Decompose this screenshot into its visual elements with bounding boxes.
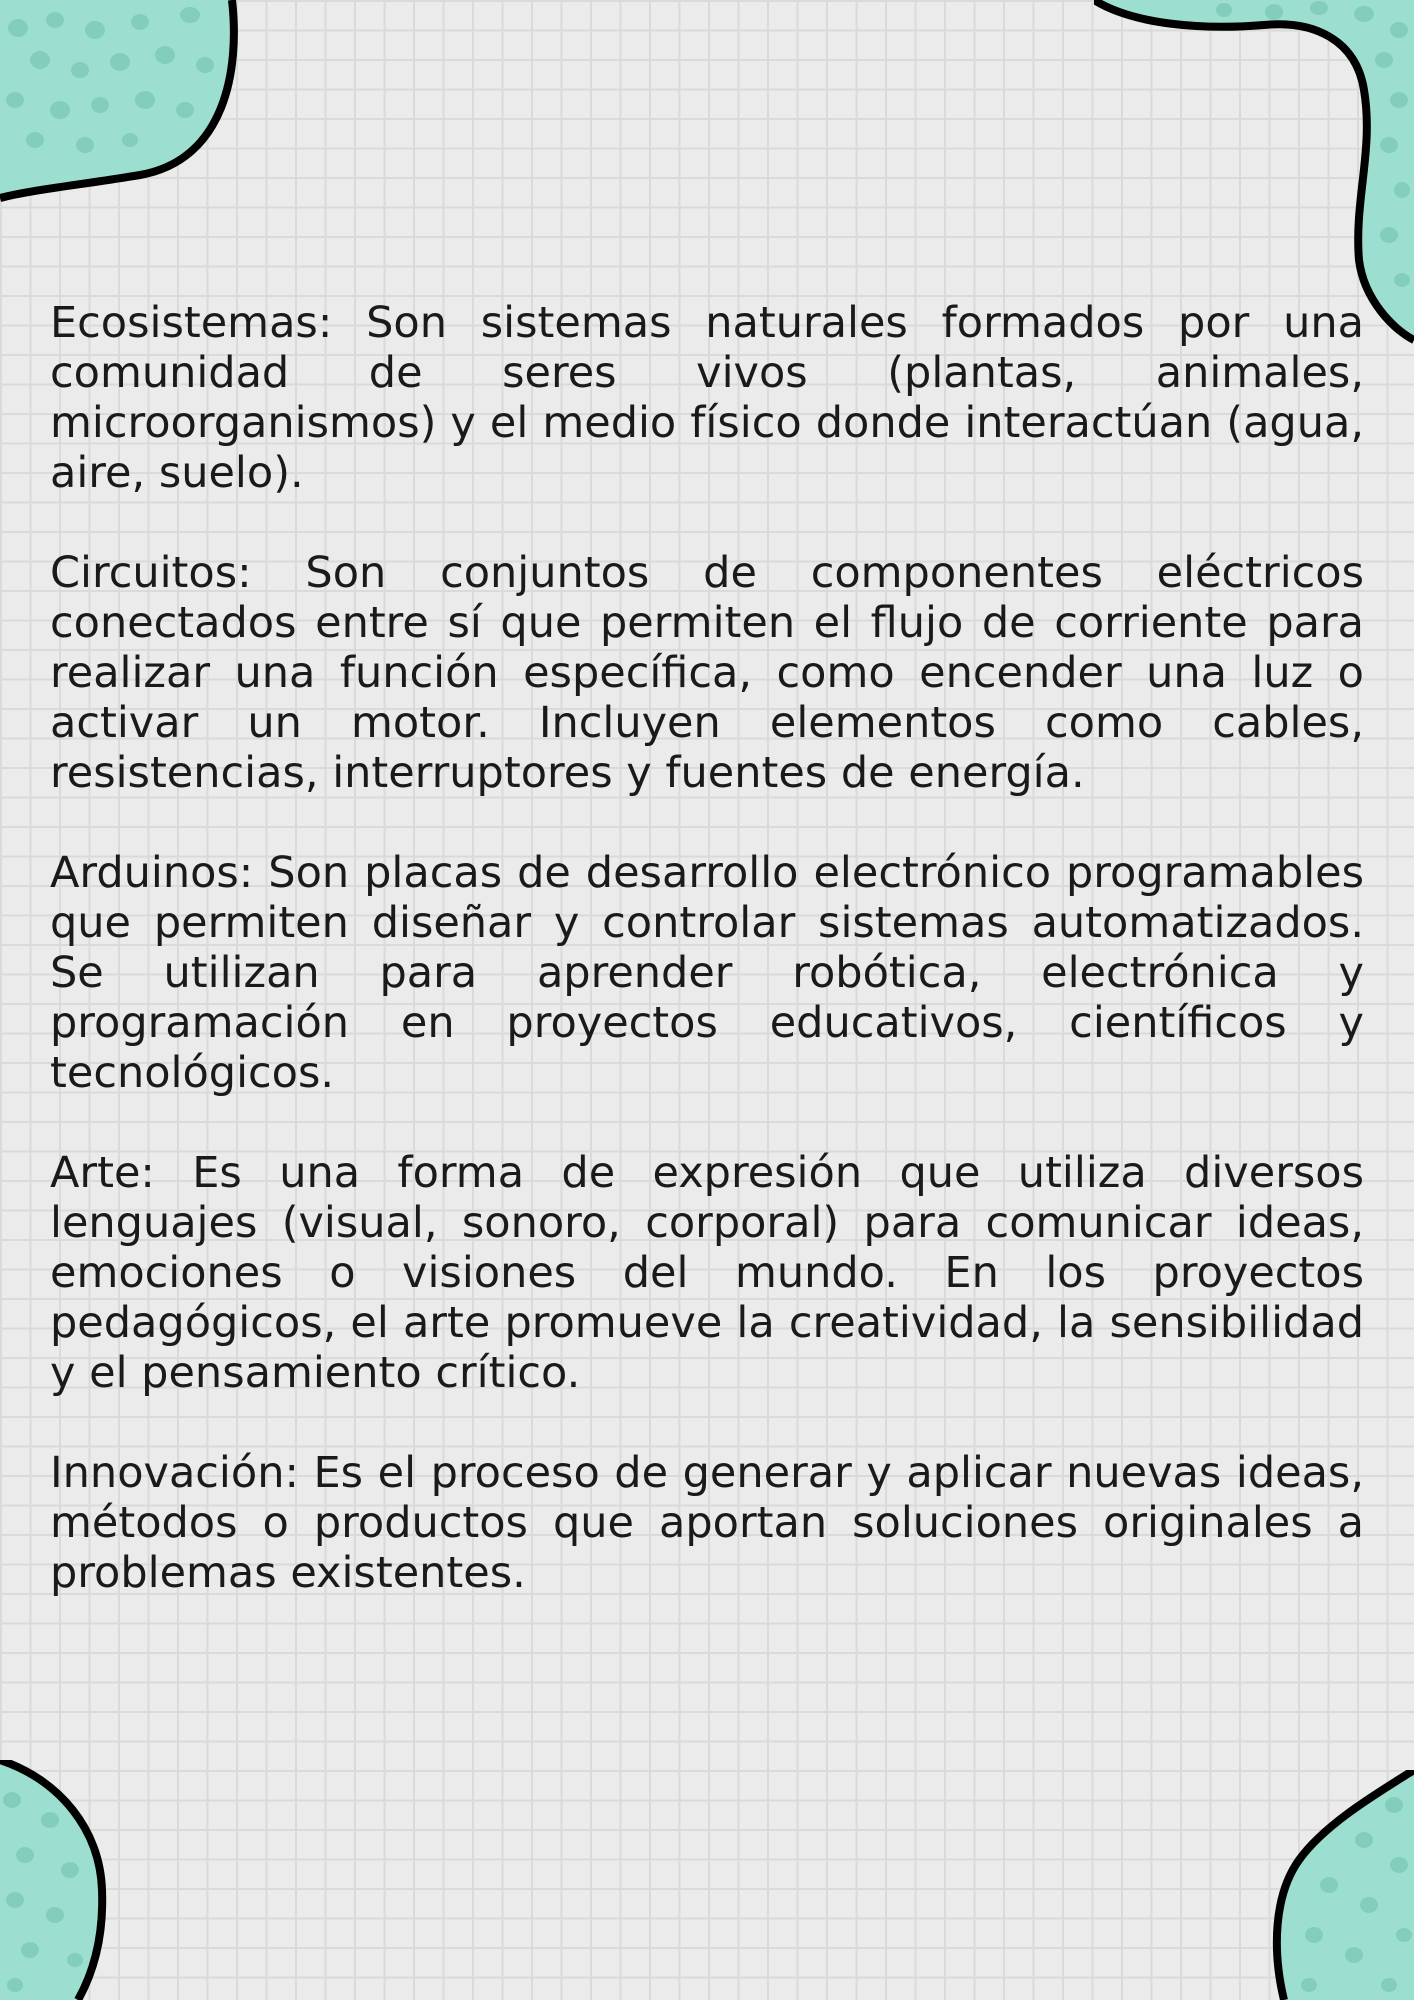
document-body bbox=[50, 298, 1364, 1648]
corner-blob-bottom-left bbox=[0, 1760, 115, 2000]
corner-blob-bottom-right bbox=[1254, 1770, 1414, 2000]
paragraph-ecosistemas: Ecosistemas: Son sistemas naturales formados por una comunidad de seres vivos (plantas, animales, microorganismos) y el medio físico donde interactúan (agua, aire, suelo). bbox=[50, 298, 1364, 498]
corner-blob-top-left bbox=[0, 0, 240, 205]
paragraph-innovacion: Innovación: Es el proceso de generar y aplicar nuevas ideas, métodos o productos que aportan soluciones originales a problemas existentes. bbox=[50, 1448, 1364, 1598]
paragraph-arte: Arte: Es una forma de expresión que utiliza diversos lenguajes (visual, sonoro, corporal) para comunicar ideas, emociones o visiones del mundo. En los proyectos pedagógicos, el arte promueve la creatividad, la sensibilidad y el pensamiento crítico. bbox=[50, 1148, 1364, 1398]
paragraph-arduinos: Arduinos: Son placas de desarrollo electrónico programables que permiten diseñar y controlar sistemas automatizados. Se utilizan para aprender robótica, electrónica y programación en proyectos educativos, científicos y tecnológicos. bbox=[50, 848, 1364, 1098]
paragraph-circuitos: Circuitos: Son conjuntos de componentes eléctricos conectados entre sí que permiten el flujo de corriente para realizar una función específica, como encender una luz o activar un motor. Incluyen elementos como cables, resistencias, interruptores y fuentes de energía. bbox=[50, 548, 1364, 798]
